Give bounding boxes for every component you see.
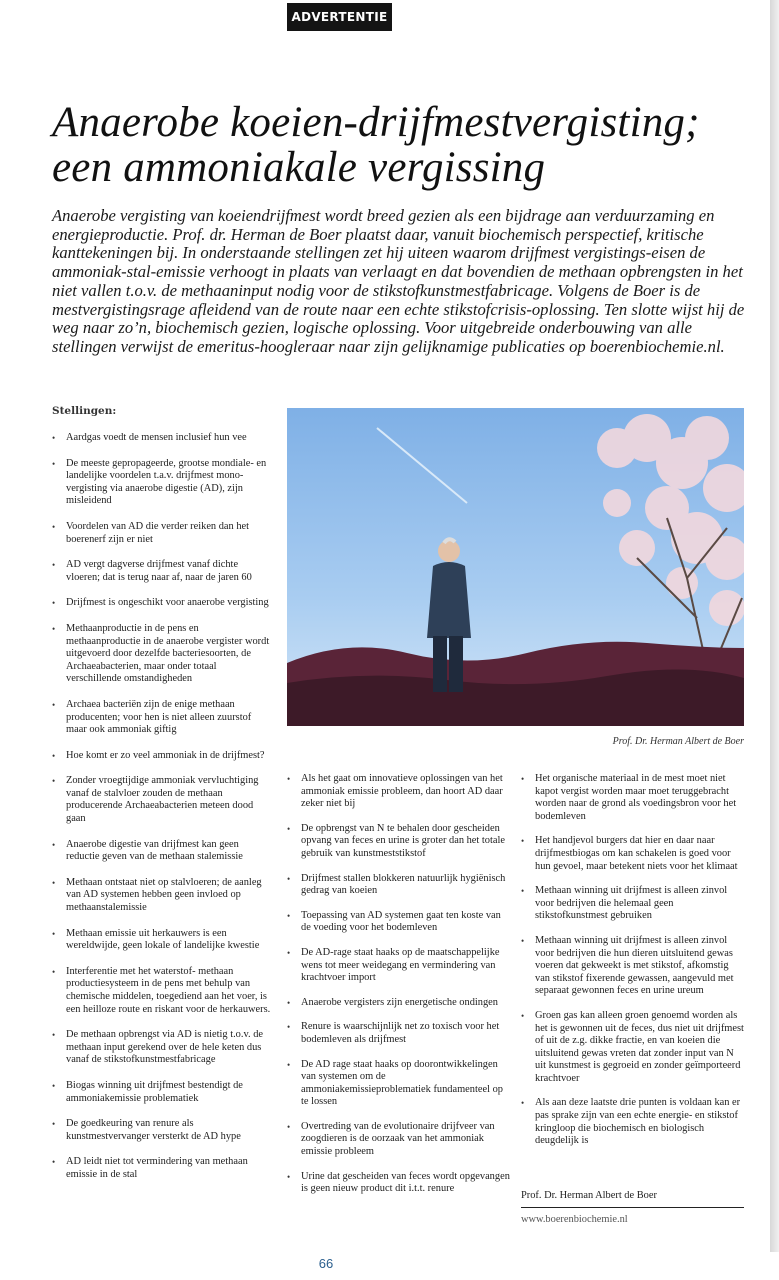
- stelling-item: • Toepassing van AD systemen gaat ten koste van de voeding voor het bodemleven: [287, 910, 512, 935]
- stelling-item: • Groen gas kan alleen groen genoemd worden als het is gewonnen uit de feces, dus niet uit drijfmest of uit de z.g. dikke fractie, en van koeien die uitsluitend gewas vreten dat zonder input van N uit kunstmest is gegroeid en zonder geïmporteerd krachtvoer: [521, 1010, 746, 1086]
- stelling-item: • Urine dat gescheiden van feces wordt opgevangen is geen nieuw product dit i.t.t. renure: [287, 1171, 512, 1196]
- stelling-item: • Methaanproductie in de pens en methaanproductie in de anaerobe vergister wordt uitgevoerd door dezelfde bacteriesoorten, de Archaeabacterien, maar onder totaal verschillende omstandigheden: [52, 623, 272, 686]
- stelling-item: • Het handjevol burgers dat hier en daar naar drijfmestbiogas om kan schakelen is goed voor hun gevoel, maar betekent niets voor het klimaat: [521, 835, 746, 873]
- stelling-item: • Methaan winning uit drijfmest is alleen zinvol voor bedrijven die helemaal geen stikstofkunstmest gebruiken: [521, 885, 746, 923]
- stelling-item: • Methaan winning uit drijfmest is alleen zinvol voor bedrijven die hun dieren uitsluitend gewas voeren dat gekweekt is met stikstof, afkomstig van stikstof fixerende gewassen, aangevuld met separaat gewonnen feces en urine ureum: [521, 935, 746, 998]
- stelling-item: • Archaea bacteriën zijn de enige methaan producenten; voor hen is niet alleen zuurstof maar ook ammoniak giftig: [52, 699, 272, 737]
- photo-caption: Prof. Dr. Herman Albert de Boer: [612, 736, 744, 747]
- author-signature: Prof. Dr. Herman Albert de Boer: [521, 1190, 657, 1201]
- stelling-item: • Biogas winning uit drijfmest bestendigt de ammoniakemissie problematiek: [52, 1080, 272, 1105]
- stelling-item: • De goedkeuring van renure als kunstmestvervanger versterkt de AD hype: [52, 1118, 272, 1143]
- stelling-item: • Renure is waarschijnlijk net zo toxisch voor het bodemleven als drijfmest: [287, 1021, 512, 1046]
- stellingen-column-1: [52, 432, 272, 1195]
- stellingen-heading: Stellingen:: [52, 405, 117, 417]
- stelling-item: • Methaan emissie uit herkauwers is een wereldwijde, geen lokale of landelijke kwestie: [52, 928, 272, 953]
- portrait-photo: [287, 408, 744, 726]
- stelling-item: • Als aan deze laatste drie punten is voldaan kan er pas sprake zijn van een echte energie- en stikstof kringloop die biochemisch en biologisch deugdelijk is: [521, 1097, 746, 1147]
- stellingen-column-2: [287, 773, 512, 1238]
- signature-rule: [521, 1207, 744, 1208]
- stelling-item: • De opbrengst van N te behalen door gescheiden opvang van feces en urine is groter dan het totale gebruik van kunstmeststikstof: [287, 823, 512, 861]
- stelling-item: • AD leidt niet tot vermindering van methaan emissie in de stal: [52, 1156, 272, 1181]
- stelling-item: • Drijfmest is ongeschikt voor anaerobe vergisting: [52, 597, 272, 610]
- stelling-item: • Interferentie met het waterstof- methaan productiesysteem in de pens met behulp van chemische middelen, toegediend aan het voer, is een heilloze route en riskant voor de herkauwers.: [52, 966, 272, 1016]
- stelling-item: • Overtreding van de evolutionaire drijfveer van zoogdieren is de oorzaak van het ammoniak emissie probleem: [287, 1121, 512, 1159]
- stelling-item: • Hoe komt er zo veel ammoniak in de drijfmest?: [52, 750, 272, 763]
- page-number: 66: [318, 1256, 334, 1271]
- stelling-item: • Methaan ontstaat niet op stalvloeren; de aanleg van AD systemen hebben geen invloed op methaanstalemissie: [52, 877, 272, 915]
- stelling-item: • Zonder vroegtijdige ammoniak vervluchtiging vanaf de stalvloer zouden de methaan producerende Archaeabacterien meteen dood gaan: [52, 775, 272, 825]
- stelling-item: • Anaerobe vergisters zijn energetische ondingen: [287, 997, 512, 1010]
- stelling-item: • Als het gaat om innovatieve oplossingen van het ammoniak emissie probleem, dan hoort AD daar zeker niet bij: [287, 773, 512, 811]
- stelling-item: • AD vergt dagverse drijfmest vanaf dichte vloeren; dat is terug naar af, naar de jaren 60: [52, 559, 272, 584]
- viewer-bottom-strip: [0, 1252, 779, 1280]
- stellingen-column-3: [521, 773, 746, 1160]
- stelling-item: • Anaerobe digestie van drijfmest kan geen reductie geven van de methaan stalemissie: [52, 839, 272, 864]
- stelling-item: • Het organische materiaal in de mest moet niet kapot vergist worden maar moet teruggebracht worden naar de grond als voedingsbron voor het bodemleven: [521, 773, 746, 823]
- page-edge-shadow: [770, 0, 779, 1280]
- article-headline: Anaerobe koeien-drijfmestvergisting; een ammoniakale vergissing: [52, 99, 700, 191]
- website-link[interactable]: www.boerenbiochemie.nl: [521, 1214, 628, 1225]
- stelling-item: • Voordelen van AD die verder reiken dan het boerenerf zijn er niet: [52, 521, 272, 546]
- stelling-item: • De meeste gepropageerde, grootse mondiale- en landelijke voordelen t.a.v. drijfmest mono-vergisting via anaerobe digestie (AD), zijn misleidend: [52, 458, 272, 508]
- article-intro: Anaerobe vergisting van koeiendrijfmest wordt breed gezien als een bijdrage aan verduurzaming en energieproductie. Prof. dr. Herman de Boer plaatst daar, vanuit biochemisch perspectief, kritische kanttekeningen bij. In onderstaande stellingen zet hij uiteen waarom drijfmest vergistings-eisen de ammoniak-stal-emissie verhoogt in plaats van verlaagt en dat bovendien de methaan opbrengsten in het niet vallen t.o.v. de methaaninput nodig voor de stikstofkunstmestfabricage. Volgens de Boer is de mestvergistingsrage afleidend van de route naar een echte stikstofcrisis-oplossing. Ten slotte wijst hij de weg naar zo’n, biochemisch gezien, logische oplossing. Voor uitgebreide onderbouwing van alle stellingen verwijst de emeritus-hoogleraar naar zijn gelijknamige publicaties op boerenbiochemie.nl.: [52, 206, 745, 356]
- stelling-item: • De AD-rage staat haaks op de maatschappelijke wens tot meer weidegang en vermindering van krachtvoer import: [287, 947, 512, 985]
- advertentie-badge: ADVERTENTIE: [287, 3, 392, 31]
- stelling-item: • Drijfmest stallen blokkeren natuurlijk hygiënisch gedrag van koeien: [287, 873, 512, 898]
- stelling-item: • De AD rage staat haaks op doorontwikkelingen van systemen om de ammoniakemissieproblematiek fundamenteel op te lossen: [287, 1059, 512, 1109]
- stelling-item: • Aardgas voedt de mensen inclusief hun vee: [52, 432, 272, 445]
- stelling-item: • De methaan opbrengst via AD is nietig t.o.v. de methaan input gerekend over de hele keten dus vanaf de stikstofkunstmestfabricage: [52, 1029, 272, 1067]
